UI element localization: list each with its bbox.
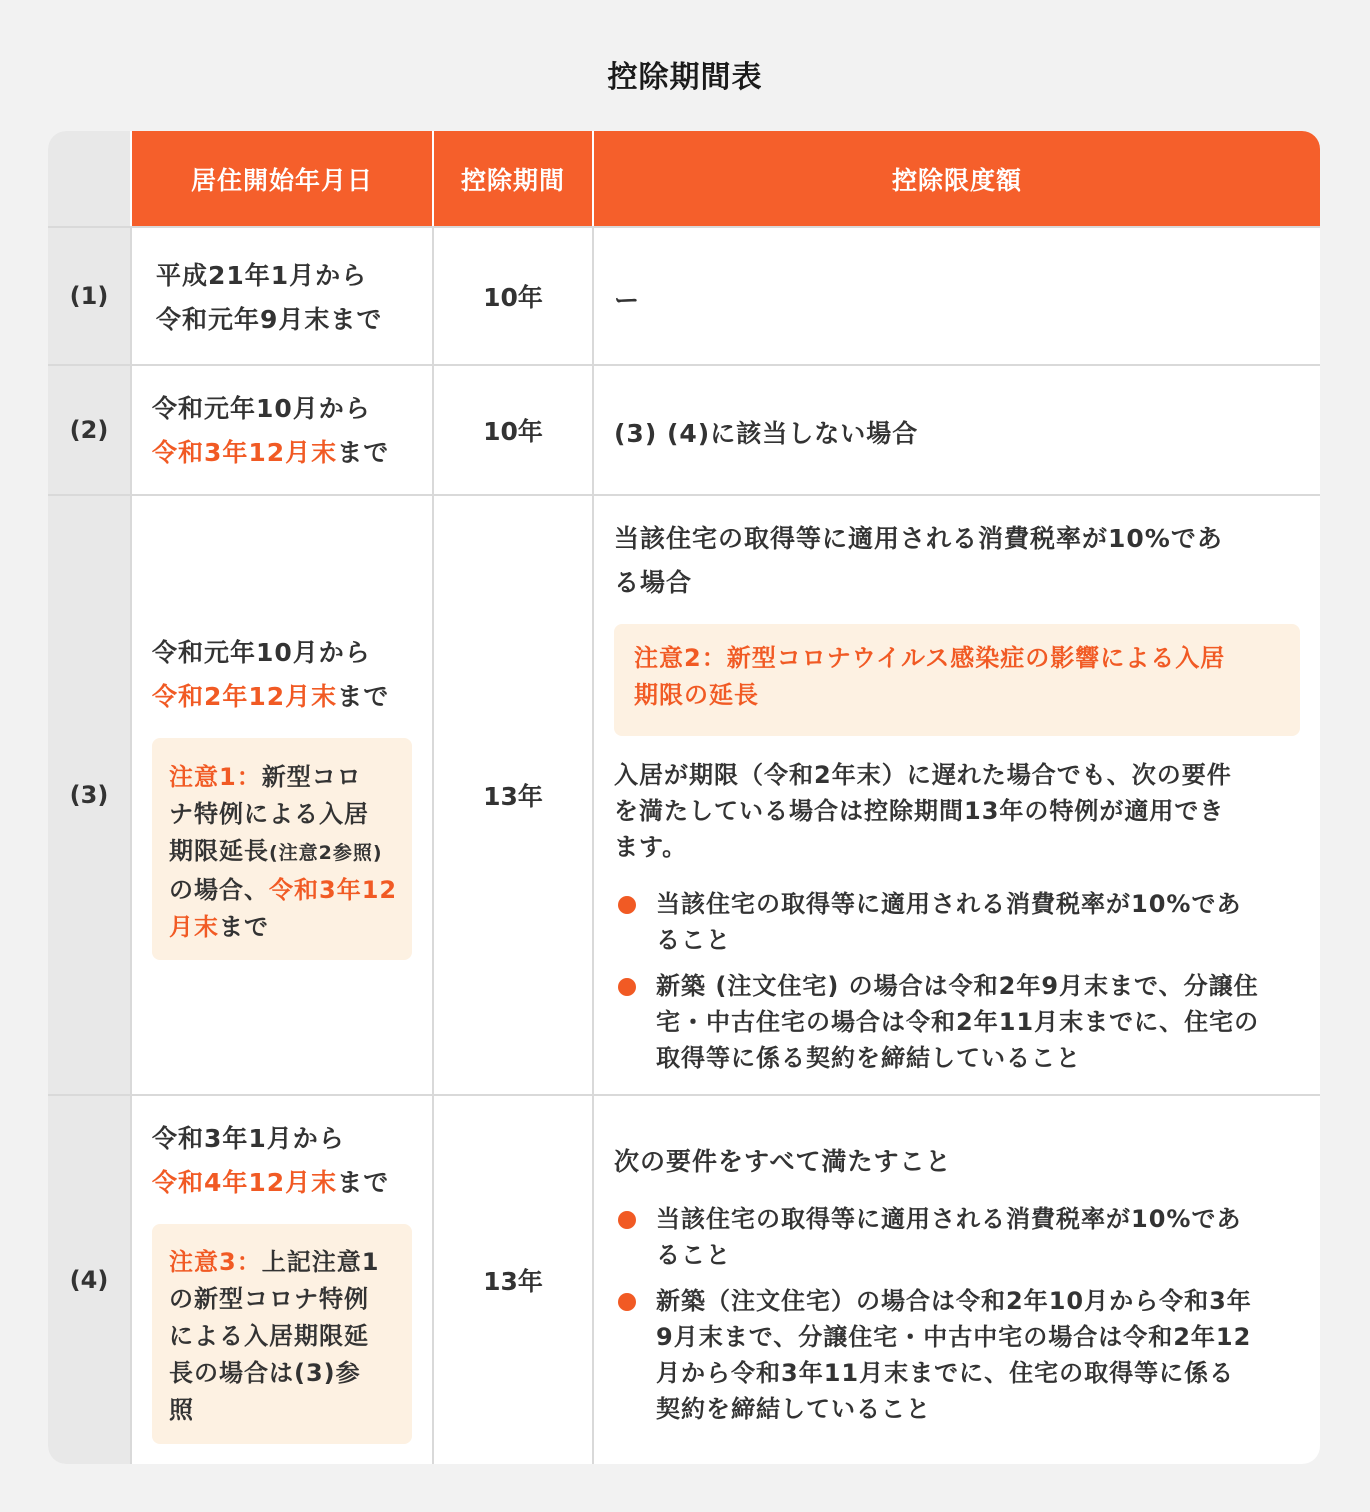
row2-date-line2: 令和3年12月末まで xyxy=(152,438,390,467)
row2-period: 10年 xyxy=(483,417,543,446)
row1-period: 10年 xyxy=(483,283,543,312)
bullet-icon xyxy=(618,1293,636,1311)
note3-label: 注意3： xyxy=(169,1248,262,1276)
row3-period: 13年 xyxy=(483,782,543,811)
header-blank-cell xyxy=(48,131,130,226)
row3-limit-line1: 当該住宅の取得等に適用される消費税率が10%であ xyxy=(614,524,1223,553)
row4-intro: 次の要件をすべて満たすこと xyxy=(614,1147,952,1176)
row4-period: 13年 xyxy=(483,1267,543,1296)
note1-box: 注意1：新型コロ ナ特例による入居 期限延長(注意2参照) の場合、令和3年12 月末まで xyxy=(152,738,412,960)
row1-limit: ー xyxy=(614,286,641,315)
row3-limit-line2: る場合 xyxy=(614,568,693,597)
row2-limit: (3) (4)に該当しない場合 xyxy=(614,419,919,448)
row2-date-highlight: 令和3年12月末 xyxy=(152,438,338,467)
row3-bullet2: 新築 (注文住宅) の場合は令和2年9月末まで、分譲住 宅・中古住宅の場合は令和2年11月末までに、住宅の 取得等に係る契約を締結していること xyxy=(656,972,1260,1072)
row4-bullet1: 当該住宅の取得等に適用される消費税率が10%であ ること xyxy=(656,1205,1242,1269)
header-period: 控除期間 xyxy=(434,131,592,226)
row4-bullet2: 新築（注文住宅）の場合は令和2年10月から令和3年 9月末まで、分譲住宅・中古中宅の場合は令和2年12 月から令和3年11月末までに、住宅の取得等に係る 契約を締結していること xyxy=(656,1287,1252,1423)
row3-date-line2: 令和2年12月末まで xyxy=(152,682,390,711)
note3-box: 注意3：上記注意1 の新型コロナ特例 による入居期限延 長の場合は(3)参 照 xyxy=(152,1224,412,1444)
row-number: (2) xyxy=(48,366,130,494)
row3-para: 入居が期限（令和2年末）に遅れた場合でも、次の要件 を満たしている場合は控除期間13年の特例が適用でき ます。 xyxy=(614,761,1232,861)
note2-line2: 期限の延長 xyxy=(634,681,759,709)
note2-line1: 注意2：新型コロナウイルス感染症の影響による入居 xyxy=(634,644,1226,672)
deduction-table xyxy=(48,131,1320,1464)
bullet-icon xyxy=(618,978,636,996)
bullet-icon xyxy=(618,896,636,914)
page-title: 控除期間表 xyxy=(607,60,763,95)
header-limit: 控除限度額 xyxy=(594,131,1320,226)
row1-date-line1: 平成21年1月から xyxy=(156,261,368,290)
row3-date-line1: 令和元年10月から xyxy=(152,638,371,667)
header-date: 居住開始年月日 xyxy=(132,131,432,226)
row-number: (4) xyxy=(48,1096,130,1464)
row2-date-line1: 令和元年10月から xyxy=(152,394,371,423)
row3-bullet1: 当該住宅の取得等に適用される消費税率が10%であ ること xyxy=(656,890,1242,954)
row-number: (1) xyxy=(48,228,130,364)
note2-box xyxy=(614,624,1300,736)
note1-label: 注意1： xyxy=(169,763,262,791)
row4-date-highlight: 令和4年12月末 xyxy=(152,1168,338,1197)
row3-date-highlight: 令和2年12月末 xyxy=(152,682,338,711)
row4-date-line2: 令和4年12月末まで xyxy=(152,1168,390,1197)
row-number: (3) xyxy=(48,496,130,1094)
bullet-icon xyxy=(618,1211,636,1229)
row4-date-line1: 令和3年1月から xyxy=(152,1124,345,1153)
row1-date-line2: 令和元年9月末まで xyxy=(156,305,383,334)
